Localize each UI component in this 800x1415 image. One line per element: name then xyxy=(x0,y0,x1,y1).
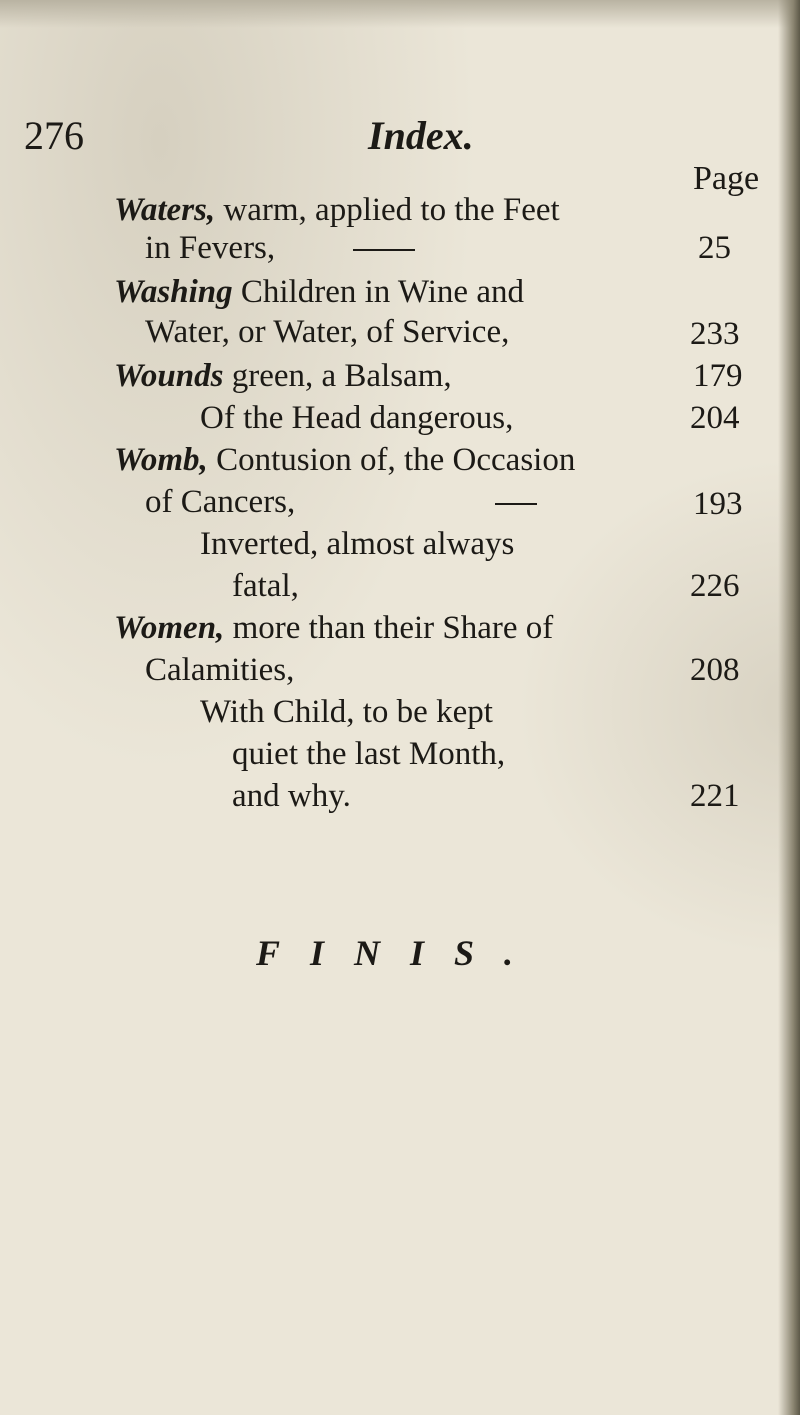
entry-line xyxy=(145,312,509,352)
entry-text: Water, or Water, of Service, xyxy=(145,314,510,350)
entry-text: Children in Wine and xyxy=(240,274,524,310)
entry-line xyxy=(200,692,493,732)
entry-page: 221 xyxy=(690,778,740,814)
entry-text: in Fevers, xyxy=(145,230,276,266)
running-head: Index. xyxy=(368,113,474,158)
entry-text: Calamities, xyxy=(145,652,295,688)
entry-keyword: Washing xyxy=(114,274,233,310)
entry-keyword: Womb, xyxy=(114,442,208,478)
entry-text: of Cancers, xyxy=(145,484,296,520)
entry-keyword: Women, xyxy=(114,610,225,646)
leader-dash xyxy=(495,503,537,505)
leader-dash xyxy=(353,249,415,251)
entry-page: 204 xyxy=(690,400,740,436)
entry-line xyxy=(114,608,553,648)
page-column-label: Page xyxy=(693,160,760,197)
entry-text: With Child, to be kept xyxy=(200,694,493,730)
entry-page: 208 xyxy=(690,652,740,688)
entry-line xyxy=(232,776,351,816)
entry-keyword: Waters, xyxy=(114,192,216,228)
entry-page: 179 xyxy=(693,358,743,394)
entry-text: more than their Share of xyxy=(232,610,554,646)
page-number: 276 xyxy=(24,113,84,158)
entry-line xyxy=(114,190,560,230)
page-header xyxy=(0,112,800,172)
entry-line xyxy=(200,398,513,438)
entry-keyword: Wounds xyxy=(114,358,224,394)
finis-colophon: FINIS. xyxy=(256,933,544,973)
entry-text: fatal, xyxy=(232,568,299,604)
entry-page: 25 xyxy=(698,230,731,266)
entry-text: Contusion of, the Occasion xyxy=(216,442,576,478)
page-right-edge xyxy=(778,0,800,1415)
entry-line xyxy=(200,524,514,564)
entry-text: warm, applied to the Feet xyxy=(223,192,560,228)
entry-page: 233 xyxy=(690,316,740,352)
entry-line xyxy=(114,356,452,396)
entry-line xyxy=(145,228,415,268)
entry-page: 193 xyxy=(693,486,743,522)
entry-line xyxy=(232,566,299,606)
entry-line xyxy=(114,272,524,312)
entry-text: quiet the last Month, xyxy=(232,736,506,772)
entry-text: and why. xyxy=(232,778,351,814)
entry-page: 226 xyxy=(690,568,740,604)
entry-text: Of the Head dangerous, xyxy=(200,400,514,436)
page-top-shadow xyxy=(0,0,800,28)
entry-line xyxy=(145,650,294,690)
entry-line xyxy=(232,734,505,774)
entry-text: Inverted, almost always xyxy=(200,526,515,562)
entry-line xyxy=(145,482,537,522)
entry-line xyxy=(114,440,575,480)
entry-text: green, a Balsam, xyxy=(231,358,452,394)
